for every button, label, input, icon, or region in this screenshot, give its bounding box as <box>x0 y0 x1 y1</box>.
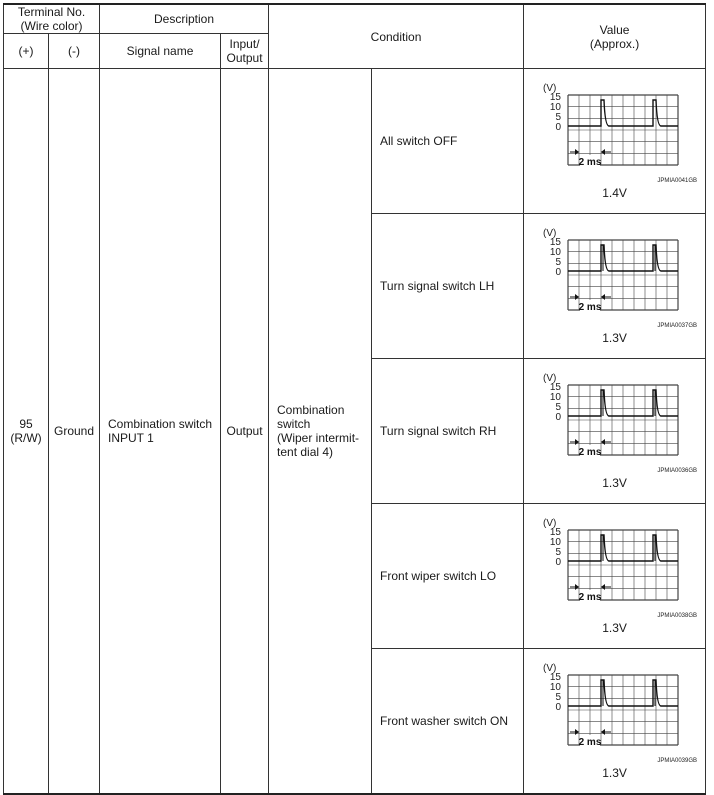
y-tick-label: 10 <box>549 537 561 548</box>
waveform-graph <box>524 372 705 476</box>
value-reading: 1.3V <box>602 621 627 635</box>
wire-color: (R/W) <box>10 430 42 445</box>
y-tick-label: 15 <box>549 382 561 393</box>
condition-line4: tent dial 4) <box>277 444 334 459</box>
waveform-svg <box>531 227 699 331</box>
condition-line3: (Wiper intermit- <box>277 430 360 445</box>
y-tick-label: 10 <box>549 392 561 403</box>
unit-label: (V) <box>542 83 556 94</box>
signal-name-cell <box>100 69 221 794</box>
value-label: Value <box>599 22 630 37</box>
condition-header: Condition <box>269 4 524 69</box>
ground-cell: Ground <box>49 69 100 794</box>
figure-code: JPMIA0038GB <box>656 613 697 619</box>
signal-name-line2: INPUT 1 <box>108 430 154 445</box>
io-cell: Output <box>221 69 269 794</box>
unit-label: (V) <box>542 518 556 529</box>
waveform-svg <box>531 517 699 621</box>
y-tick-label: 15 <box>549 237 561 248</box>
condition-line2: switch <box>277 416 311 431</box>
y-tick-label: 15 <box>549 671 561 683</box>
unit-label: (V) <box>542 373 556 384</box>
terminal-spec-table <box>3 3 706 795</box>
y-tick-label: 5 <box>554 547 561 558</box>
value-reading: 1.3V <box>602 331 627 345</box>
waveform-graph <box>524 82 705 186</box>
time-division-label: 2 ms <box>578 302 601 313</box>
y-tick-label: 0 <box>554 412 561 423</box>
condition-label: Front washer switch ON <box>372 649 524 794</box>
value-reading: 1.3V <box>602 476 627 490</box>
y-tick-label: 5 <box>554 691 561 703</box>
waveform-graph <box>524 227 705 331</box>
terminal-number: 95 <box>19 416 33 431</box>
plus-header: (+) <box>4 34 49 69</box>
terminal-cell <box>4 69 49 794</box>
y-tick-label: 5 <box>554 257 561 268</box>
signal-name-header: Signal name <box>100 34 221 69</box>
y-tick-label: 0 <box>554 557 561 568</box>
description-header: Description <box>100 4 269 34</box>
value-cell <box>524 214 706 359</box>
y-tick-label: 15 <box>549 92 561 103</box>
y-tick-label: 0 <box>554 267 561 278</box>
terminal-no-label: Terminal No. <box>17 5 86 19</box>
time-arrow <box>575 294 579 300</box>
time-arrow <box>601 294 605 300</box>
io-label-1: Input/ <box>229 37 260 51</box>
figure-code: JPMIA0037GB <box>656 323 697 329</box>
waveform-svg <box>531 662 699 766</box>
y-tick-label: 0 <box>554 122 561 133</box>
value-cell <box>524 359 706 504</box>
condition-line1: Combination <box>277 402 345 417</box>
condition-label: Turn signal switch RH <box>372 359 524 504</box>
value-header <box>524 4 706 69</box>
y-tick-label: 10 <box>549 102 561 113</box>
time-division-label: 2 ms <box>578 592 601 603</box>
waveform-svg <box>531 372 699 476</box>
value-reading: 1.3V <box>602 765 627 780</box>
unit-label: (V) <box>542 662 556 674</box>
time-arrow <box>575 149 579 155</box>
time-arrow <box>601 149 605 155</box>
time-arrow <box>601 439 605 445</box>
condition-cell <box>269 69 372 794</box>
io-label-2: Output <box>226 51 263 65</box>
waveform-graph <box>524 662 705 766</box>
y-tick-label: 5 <box>554 402 561 413</box>
value-cell <box>524 649 706 794</box>
value-cell <box>524 69 706 214</box>
terminal-no-header <box>4 4 100 34</box>
y-tick-label: 10 <box>549 681 561 693</box>
time-arrow <box>601 584 605 590</box>
time-arrow <box>575 439 579 445</box>
io-header <box>221 34 269 69</box>
waveform-graph <box>524 517 705 621</box>
condition-label: All switch OFF <box>372 69 524 214</box>
wire-color-label: (Wire color) <box>20 19 83 33</box>
condition-label: Front wiper switch LO <box>372 504 524 649</box>
figure-code: JPMIA0036GB <box>656 468 697 474</box>
value-cell <box>524 504 706 649</box>
figure-code: JPMIA0039GB <box>656 757 697 764</box>
unit-label: (V) <box>542 228 556 239</box>
signal-name-line1: Combination switch <box>108 416 213 431</box>
time-arrow <box>601 729 605 735</box>
time-arrow <box>575 729 579 735</box>
value-reading: 1.4V <box>602 186 627 200</box>
condition-label: Turn signal switch LH <box>372 214 524 359</box>
time-division-label: 2 ms <box>578 447 601 458</box>
y-tick-label: 0 <box>554 701 561 713</box>
minus-header: (-) <box>49 34 100 69</box>
y-tick-label: 5 <box>554 112 561 123</box>
time-arrow <box>575 584 579 590</box>
time-division-label: 2 ms <box>578 736 601 748</box>
y-tick-label: 15 <box>549 527 561 538</box>
figure-code: JPMIA0041GB <box>656 178 697 184</box>
table-row <box>4 69 706 214</box>
approx-label: (Approx.) <box>589 36 640 51</box>
y-tick-label: 10 <box>549 247 561 258</box>
time-division-label: 2 ms <box>578 157 601 168</box>
waveform-svg <box>531 82 699 186</box>
